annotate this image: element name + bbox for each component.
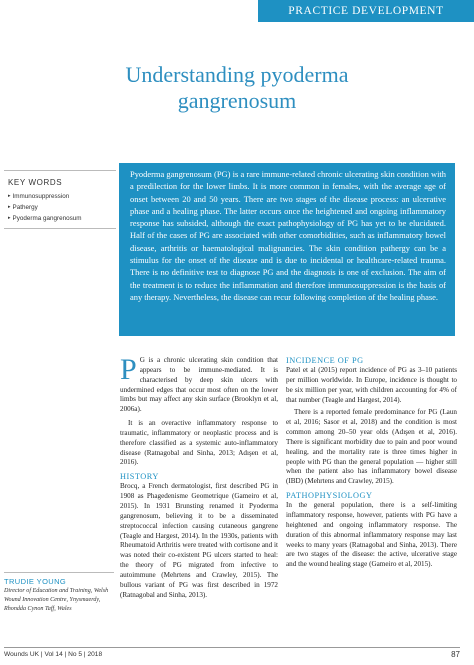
author-name: TRUDIE YOUNG [4, 577, 67, 586]
incidence-paragraph-2: There is a reported female predominance for PG (Laun et al, 2016; Sasor et al, 2018) and the condition is most common among 20–50 year olds (Adışen et al, 2016). There is significant morbidity due to pain and poor wound healing, and the mortality rate is three times higher in people with PG than the general population — higher still when the patient also has inflammatory bowel disease (IBD) (Mehrtens and Crawley, 2015). [286, 408, 457, 486]
article-title [60, 62, 414, 114]
body-column-right [286, 356, 457, 570]
keyword-item: ▸ Immunosuppression [8, 191, 81, 202]
pathophysiology-paragraph: In the general population, there is a self-limiting inflammatory response, however, patients with PG have a heightened and ongoing inflammatory response. The duration of this abnormal inflammatory response may last weeks to many years (Ratnagobal and Sinha, 2013). There are two stages of the disease: the active, ulcerative stage and the wound healing stage (Gameiro et al, 2015). [286, 501, 457, 569]
intro-text: G is a chronic ulcerating skin condition that appears to be immune-mediated. It is characterised by deep skin ulcers with undermined edges that occur most often on the lower limbs but may affect any skin surface (Brooklyn et al, 2006a). [120, 356, 278, 414]
history-paragraph: Brocq, a French dermatologist, first described PG in 1908 as Phagedenisme Geometrique (Gameiro et al, 2015). In 1931 Brunsting renamed it Pyoderma gangrenosum, believing it to be a disseminated streptococcal infection causing cutaneous gangrene (Teagle and Hargest, 2014). In the 1930s, patients with Rheumatoid Arthritis were treated with cortisone and it was noted their co-existent PG ulcers started to heal: the theory of PG migrated from infective to autoimmune (Mehrtens and Crawley, 2015). The bullous variant of PG was first described in 1972 (Ratnagobal and Sinha, 2013). [120, 482, 278, 599]
abstract-text: Pyoderma gangrenosum (PG) is a rare immune-related chronic ulcerating skin condition with a predilection for the lower limbs. It is more common in females, with the average age of onset between 20 and 50 years. There are two stages of the disease process: an ulcerative phase and a healing phase. The latter occurs once the heightened and ongoing inflammatory response has subsided, although the exact pathophysiology of PG has yet to be elucidated. Half of the cases of PG are associated with other comorbidities, such as inflammatory bowel disease, arthritis or haematological malignancies. The skin condition pathergy can be a stimulus for the onset of the disease and is due to incidental or healthcare-related trauma. There is no definitive test to diagnose PG and the diagnosis is one of exclusion. The aim of the treatment is to reduce the inflammation and therefore immunosuppression is the basis of any therapy. Nevertheless, the disease can recur following completion of the healing phase. [130, 169, 446, 302]
article-title-line-2: gangrenosum [177, 88, 297, 113]
article-title-line-1: Understanding pyoderma [125, 62, 349, 87]
keyword-item: ▸ Pyoderma gangrenosum [8, 213, 81, 224]
keywords-top-divider [4, 170, 116, 171]
author-divider [4, 572, 114, 573]
intro-paragraph [120, 353, 278, 415]
keyword-item: ▸ Pathergy [8, 202, 81, 213]
pathophysiology-heading: PATHOPHYSIOLOGY [286, 491, 373, 501]
section-banner-label: PRACTICE DEVELOPMENT [288, 5, 444, 17]
keywords-bottom-divider [4, 228, 116, 229]
footer-journal-info: Wounds UK | Vol 14 | No 5 | 2018 [4, 651, 103, 658]
body-paragraph: It is an overactive inflammatory response to traumatic, inflammatory or neoplastic process and is therefore classified as a systemic auto-inflammatory disease (Ratnagobal and Sinha, 2013; Adışen et al, 2016). [120, 419, 278, 467]
footer-divider [4, 647, 460, 648]
keywords-list [8, 191, 81, 224]
incidence-paragraph-1: Patel et al (2015) report incidence of PG as 3–10 patients per million worldwide. In Europe, incidence is thought to be six million per year, with children accounting for 4% of that number (Teagle and Hargest, 2014). [286, 366, 457, 404]
section-banner [258, 0, 474, 22]
page-number: 87 [451, 650, 460, 659]
history-heading: HISTORY [120, 472, 159, 482]
author-affiliation: Director of Education and Training, Welsh Wound Innovation Centre, Ynysmaerdy, Rhondda Cynon Taff, Wales [4, 588, 109, 612]
keywords-heading: KEY WORDS [8, 178, 63, 187]
body-column-left [120, 353, 278, 600]
incidence-heading: INCIDENCE OF PG [286, 356, 364, 365]
drop-cap: P [120, 353, 137, 386]
